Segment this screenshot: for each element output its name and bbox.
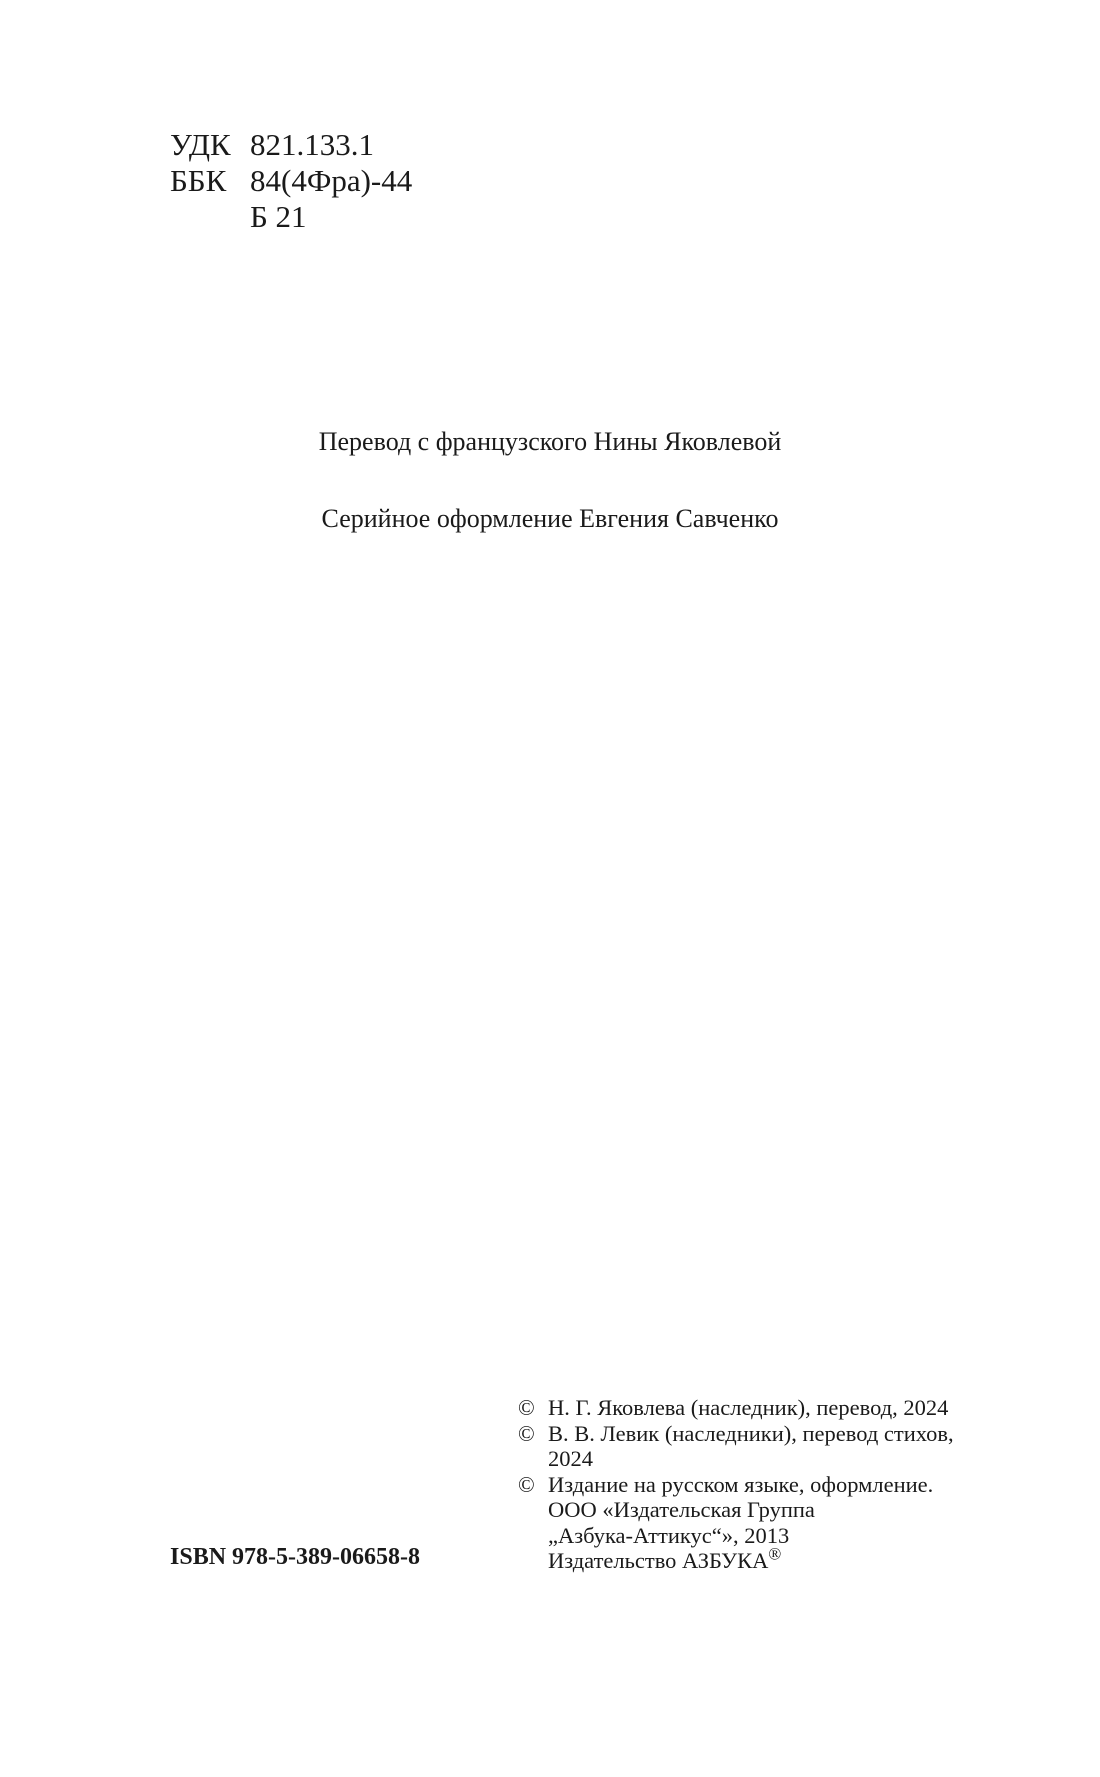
copyright-lines xyxy=(548,1472,933,1574)
udk-label: УДК xyxy=(170,127,231,162)
copyright-sign: © xyxy=(518,1471,535,1497)
library-classification xyxy=(170,127,412,235)
copyright-line: ООО «Издательская Группа xyxy=(548,1497,815,1522)
publisher-line xyxy=(548,1544,933,1574)
copyright-item xyxy=(518,1421,1018,1472)
bbk-value: 84(4Фра)-44 xyxy=(250,163,413,198)
udk-row xyxy=(170,127,412,163)
design-credit: Серийное оформление Евгения Савченко xyxy=(321,504,779,533)
translation-credit: Перевод с французского Нины Яковлевой xyxy=(318,427,782,456)
bbk-row xyxy=(170,163,412,199)
copyright-line: „Азбука-Аттикус“», 2013 xyxy=(548,1522,790,1548)
isbn-number: ISBN 978-5-389-06658-8 xyxy=(170,1544,420,1570)
registered-trademark-icon: ® xyxy=(768,1544,782,1564)
copyright-item xyxy=(518,1472,1018,1574)
copyright-lines xyxy=(548,1395,948,1421)
copyright-sign: © xyxy=(518,1395,535,1420)
copyright-sign: © xyxy=(518,1420,535,1446)
bbk-label: ББК xyxy=(170,163,227,198)
copyright-line: В. В. Левик (наследники), перевод стихов, xyxy=(548,1420,954,1446)
copyright-line: Издание на русском языке, оформление. xyxy=(548,1471,934,1497)
copyright-item xyxy=(518,1395,1018,1421)
copyright-block xyxy=(518,1395,1018,1574)
copyright-line: 2024 xyxy=(548,1446,593,1471)
publisher-name: Издательство АЗБУКА xyxy=(548,1548,769,1573)
copyright-line: Н. Г. Яковлева (наследник), перевод, 2024 xyxy=(548,1395,949,1420)
author-mark-row xyxy=(170,199,412,235)
udk-value: 821.133.1 xyxy=(250,127,374,162)
author-mark: Б 21 xyxy=(250,199,307,234)
copyright-lines xyxy=(548,1421,954,1472)
